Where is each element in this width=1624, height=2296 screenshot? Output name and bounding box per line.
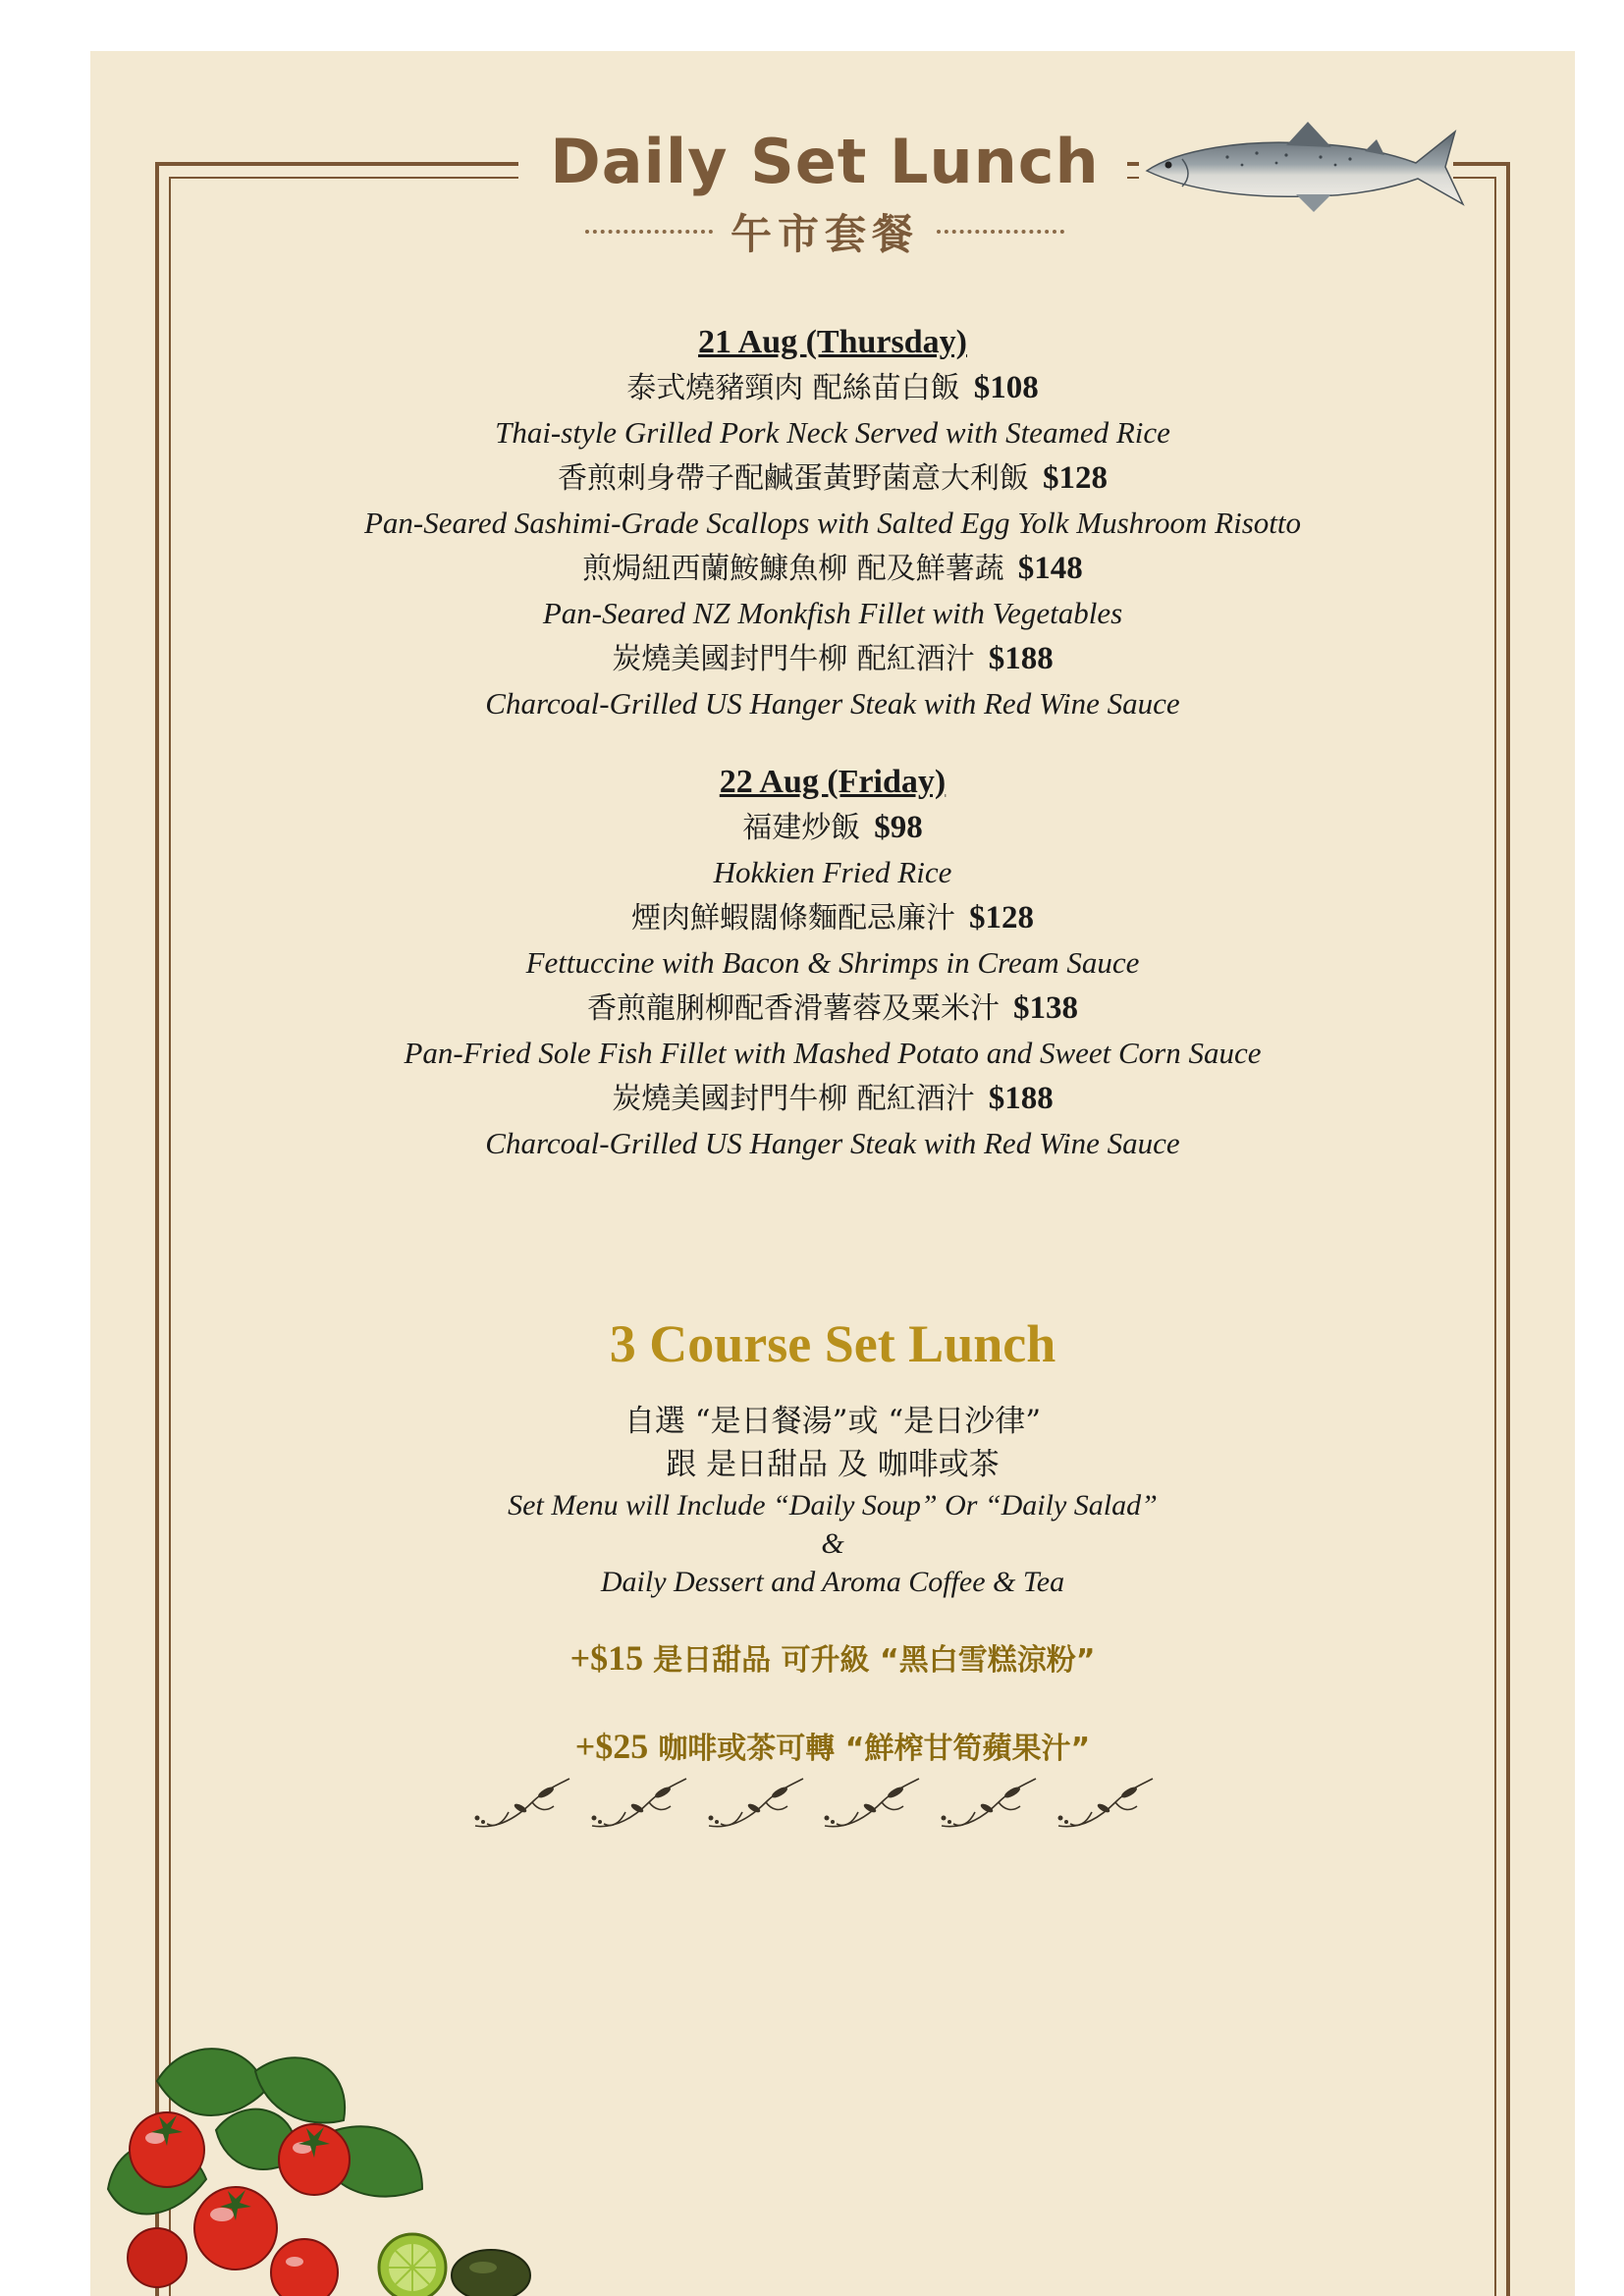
dish-price: $98: [874, 810, 923, 845]
page-title: Daily Set Lunch: [550, 126, 1100, 197]
course-description: [169, 1400, 1496, 1601]
vine-flourish-icon: [1053, 1773, 1157, 1836]
dish-price: $188: [988, 641, 1054, 676]
course-en-line: &: [821, 1527, 844, 1560]
course-zh-line: 自選 “是日餐湯”或 “是日沙律”: [623, 1404, 1042, 1439]
dotted-rule-right: [937, 230, 1064, 234]
dish-zh-name: 福建炒飯: [742, 811, 861, 845]
day-date: 21 Aug (Thursday): [698, 324, 967, 360]
dish-zh: [169, 365, 1496, 410]
day-section: [169, 760, 1496, 1166]
course-en-line: Daily Dessert and Aroma Coffee & Tea: [600, 1566, 1065, 1598]
upgrade-text: 是日甜品 可升級 “黑白雪糕涼粉”: [653, 1643, 1096, 1678]
salmon-fish-icon: [1139, 110, 1473, 218]
daily-menu: [169, 320, 1496, 1200]
day-date: 22 Aug (Friday): [719, 764, 947, 800]
course-title: 3 Course Set Lunch: [609, 1314, 1056, 1373]
dish-price: $108: [973, 370, 1039, 405]
vine-flourish-icon: [819, 1773, 923, 1836]
dish-zh-name: 煎焗紐西蘭鮟鱇魚柳 配及鮮薯蔬: [582, 552, 1004, 586]
upgrade-amount: +$25: [574, 1727, 649, 1766]
day-section: [169, 320, 1496, 726]
dish-price: $128: [969, 900, 1034, 935]
vine-flourish-icon: [469, 1773, 573, 1836]
vine-flourish-icon: [703, 1773, 807, 1836]
course-en-line: Set Menu will Include “Daily Soup” Or “Daily Salad”: [508, 1489, 1158, 1522]
dotted-rule-left: [585, 230, 713, 234]
dish-price: $148: [1017, 551, 1083, 586]
course-zh-line: 跟 是日甜品 及 咖啡或茶: [666, 1447, 1000, 1482]
dish-en: Fettuccine with Bacon & Shrimps in Cream Sauce: [525, 945, 1140, 980]
dish-zh-name: 香煎龍脷柳配香滑薯蓉及粟米汁: [587, 991, 1000, 1026]
dish-en: Pan-Seared NZ Monkfish Fillet with Vegetables: [542, 596, 1123, 630]
dish-zh-name: 香煎刺身帶子配鹹蛋黃野菌意大利飯: [558, 461, 1029, 496]
upgrade-line: [169, 1635, 1496, 1679]
vine-flourish-icon: [936, 1773, 1040, 1836]
upgrade-line: [169, 1724, 1496, 1767]
dish-zh: [169, 455, 1496, 501]
dish-zh: [169, 895, 1496, 940]
dish-en: Charcoal-Grilled US Hanger Steak with Red Wine Sauce: [485, 1126, 1180, 1160]
tomato-basil-icon: [98, 2022, 550, 2296]
dish-zh-name: 炭燒美國封門牛柳 配紅酒汁: [612, 1082, 975, 1116]
dish-en: Pan-Fried Sole Fish Fillet with Mashed Potato and Sweet Corn Sauce: [404, 1036, 1262, 1070]
vine-divider: [469, 1773, 1157, 1838]
dish-zh-name: 泰式燒豬頸肉 配絲苗白飯: [626, 371, 960, 405]
dish-price: $138: [1013, 990, 1078, 1026]
page-title-zh: 午市套餐: [730, 210, 919, 258]
dish-zh: [169, 546, 1496, 591]
dish-zh: [169, 986, 1496, 1031]
dish-price: $188: [988, 1081, 1054, 1116]
dish-zh: [169, 805, 1496, 850]
upgrade-amount: +$15: [569, 1638, 644, 1678]
upgrade-text: 咖啡或茶可轉 “鮮榨甘筍蘋果汁”: [658, 1732, 1091, 1766]
dish-en: Charcoal-Grilled US Hanger Steak with Red Wine Sauce: [485, 686, 1180, 721]
dish-en: Thai-style Grilled Pork Neck Served with Steamed Rice: [495, 415, 1170, 450]
dish-zh: [169, 1076, 1496, 1121]
dish-zh-name: 炭燒美國封門牛柳 配紅酒汁: [612, 642, 975, 676]
dish-zh: [169, 636, 1496, 681]
dish-en: Hokkien Fried Rice: [713, 855, 952, 889]
dish-price: $128: [1043, 460, 1108, 496]
dish-en: Pan-Seared Sashimi-Grade Scallops with Salted Egg Yolk Mushroom Risotto: [363, 506, 1302, 540]
dish-zh-name: 煙肉鮮蝦闊條麵配忌廉汁: [631, 901, 955, 935]
vine-flourish-icon: [586, 1773, 690, 1836]
title-zh-row: [550, 204, 1100, 259]
